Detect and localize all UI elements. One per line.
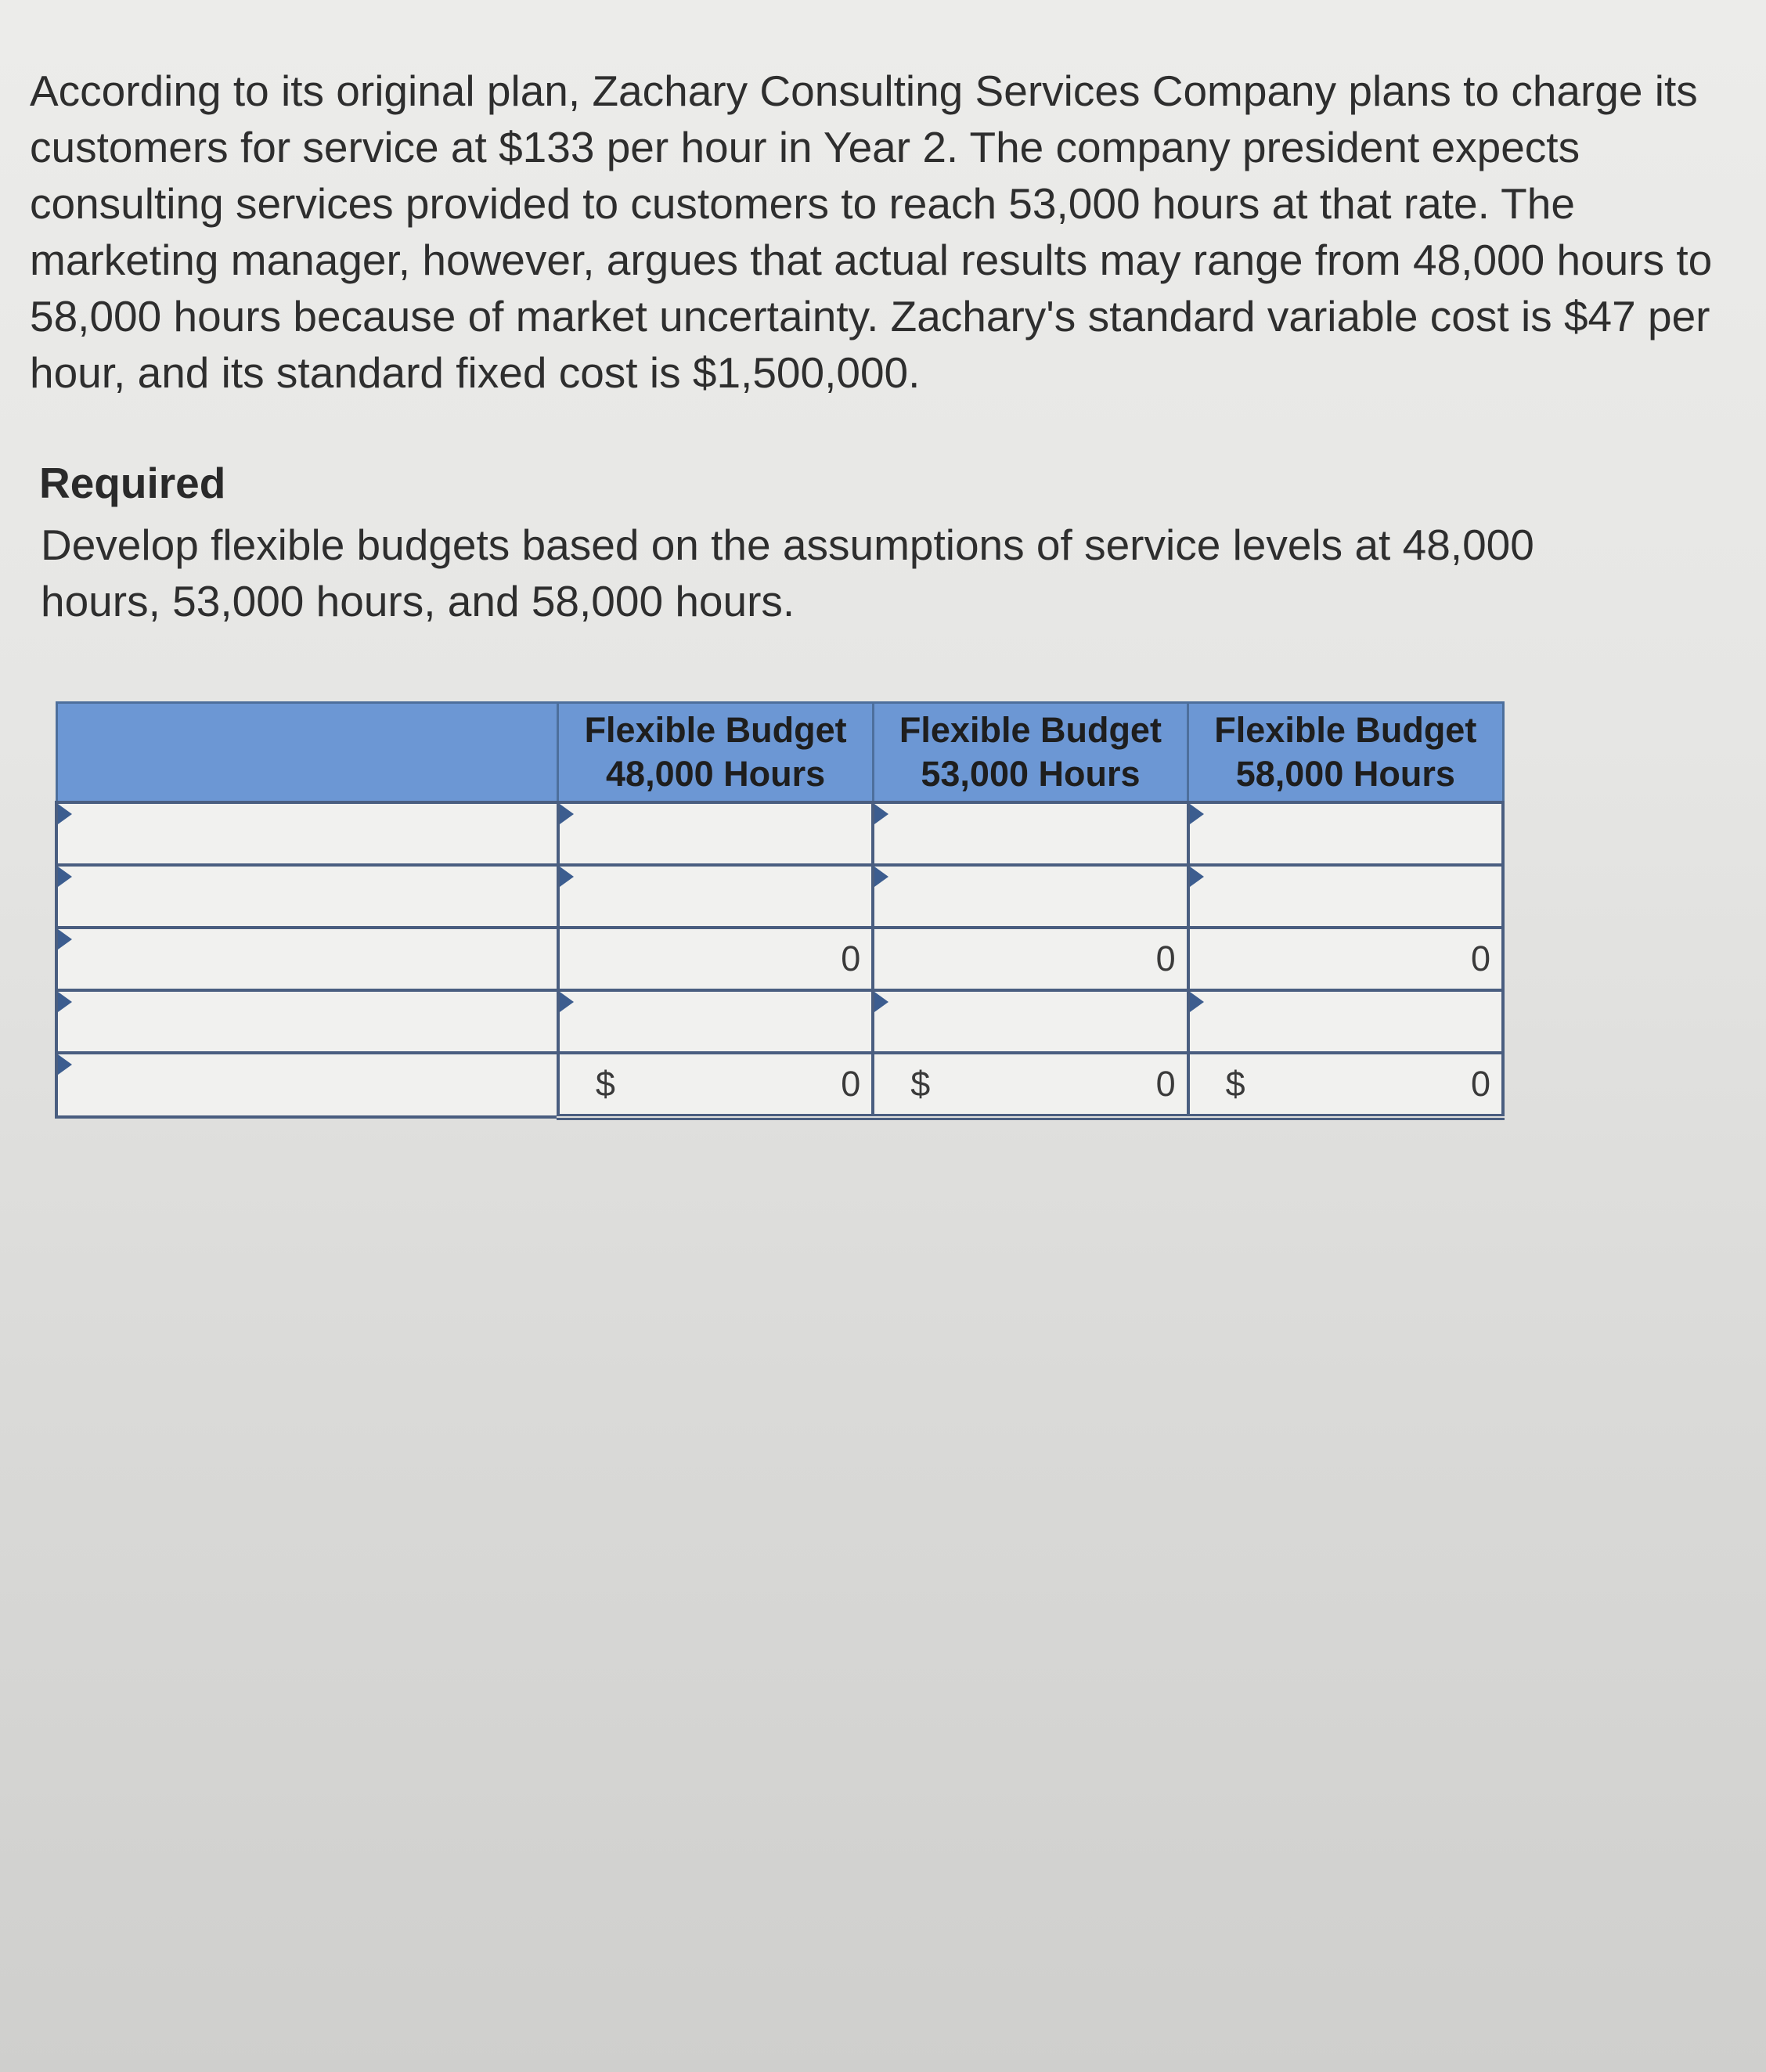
- amount-cell-53000[interactable]: [873, 802, 1188, 865]
- table-row: [56, 802, 1503, 865]
- dropdown-marker-icon: [58, 867, 72, 887]
- row-label-dropdown[interactable]: [56, 865, 558, 928]
- row-label-dropdown[interactable]: [56, 802, 558, 865]
- row-label-dropdown[interactable]: [56, 1053, 558, 1117]
- dropdown-marker-icon: [58, 929, 72, 950]
- subtotal-value: 0: [841, 939, 861, 978]
- dropdown-marker-icon: [560, 804, 574, 824]
- subtotal-value: 0: [1155, 939, 1176, 978]
- table-row: [56, 865, 1503, 928]
- header-hours: 48,000 Hours: [606, 754, 826, 794]
- required-instructions: Develop flexible budgets based on the assumptions of service levels at 48,000 hours, 53,000 hours, and 58,000 hours.: [41, 521, 1534, 625]
- row-label-select[interactable]: [58, 929, 557, 989]
- header-hours: 53,000 Hours: [921, 754, 1141, 794]
- dropdown-marker-icon: [58, 992, 72, 1012]
- required-heading: Required: [39, 459, 226, 507]
- dropdown-marker-icon: [874, 992, 888, 1012]
- header-flexible-budget-48000: [558, 703, 873, 803]
- total-cell-53000: [873, 1053, 1188, 1117]
- amount-cell-48000[interactable]: [558, 865, 873, 928]
- header-title: Flexible Budget: [899, 710, 1162, 750]
- amount-input-53000[interactable]: [874, 992, 1186, 1051]
- dropdown-marker-icon: [58, 1054, 72, 1075]
- row-label-select[interactable]: [58, 1054, 557, 1115]
- subtotal-cell-53000: [873, 928, 1188, 990]
- dropdown-marker-icon: [1190, 867, 1204, 887]
- total-value: 0: [1470, 1064, 1490, 1104]
- header-title: Flexible Budget: [584, 710, 847, 750]
- table-header-row: [56, 703, 1503, 803]
- subtotal-value: 0: [1470, 939, 1490, 978]
- dropdown-marker-icon: [1190, 992, 1204, 1012]
- amount-input-58000[interactable]: [1190, 992, 1501, 1051]
- currency-symbol: $: [910, 1064, 931, 1104]
- amount-cell-58000[interactable]: [1188, 990, 1503, 1053]
- amount-input-48000[interactable]: [560, 992, 871, 1051]
- table-row: [56, 1053, 1503, 1117]
- row-label-dropdown[interactable]: [56, 928, 558, 990]
- amount-input-48000[interactable]: [560, 867, 871, 926]
- amount-cell-58000[interactable]: [1188, 802, 1503, 865]
- amount-input-53000[interactable]: [874, 867, 1186, 926]
- amount-cell-48000[interactable]: [558, 802, 873, 865]
- row-label-select[interactable]: [58, 867, 557, 926]
- total-value: 0: [1155, 1064, 1176, 1104]
- row-label-dropdown[interactable]: [56, 990, 558, 1053]
- dropdown-marker-icon: [874, 867, 888, 887]
- subtotal-cell-48000: [558, 928, 873, 990]
- table-row: [56, 990, 1503, 1053]
- header-flexible-budget-53000: [873, 703, 1188, 803]
- total-value: 0: [841, 1064, 861, 1104]
- dropdown-marker-icon: [874, 804, 888, 824]
- total-cell-58000: [1188, 1053, 1503, 1117]
- currency-symbol: $: [595, 1064, 615, 1104]
- amount-cell-48000[interactable]: [558, 990, 873, 1053]
- table-row: [56, 928, 1503, 990]
- header-label-blank: [56, 703, 558, 803]
- problem-statement: According to its original plan, Zachary Consulting Services Company plans to charge its customers for service at $133 per hour in Year 2. The company president expects consulting services provided to customers to reach 53,000 hours at that rate. The marketing manager, however, argues that actual results may range from 48,000 hours to 58,000 hours because of market uncertainty. Zachary's standard variable cost is $47 per hour, and its standard fixed cost is $1,500,000.: [30, 67, 1713, 397]
- row-label-select[interactable]: [58, 992, 557, 1051]
- currency-symbol: $: [1225, 1064, 1245, 1104]
- amount-cell-53000[interactable]: [873, 865, 1188, 928]
- flexible-budget-table: [55, 701, 1505, 1120]
- header-flexible-budget-58000: [1188, 703, 1503, 803]
- dropdown-marker-icon: [1190, 804, 1204, 824]
- amount-input-48000[interactable]: [560, 804, 871, 863]
- dropdown-marker-icon: [560, 992, 574, 1012]
- amount-cell-53000[interactable]: [873, 990, 1188, 1053]
- total-cell-48000: [558, 1053, 873, 1117]
- amount-input-58000[interactable]: [1190, 804, 1501, 863]
- header-title: Flexible Budget: [1214, 710, 1477, 750]
- dropdown-marker-icon: [58, 804, 72, 824]
- amount-input-53000[interactable]: [874, 804, 1186, 863]
- subtotal-cell-58000: [1188, 928, 1503, 990]
- amount-input-58000[interactable]: [1190, 867, 1501, 926]
- amount-cell-58000[interactable]: [1188, 865, 1503, 928]
- header-hours: 58,000 Hours: [1235, 754, 1455, 794]
- row-label-select[interactable]: [58, 804, 557, 863]
- dropdown-marker-icon: [560, 867, 574, 887]
